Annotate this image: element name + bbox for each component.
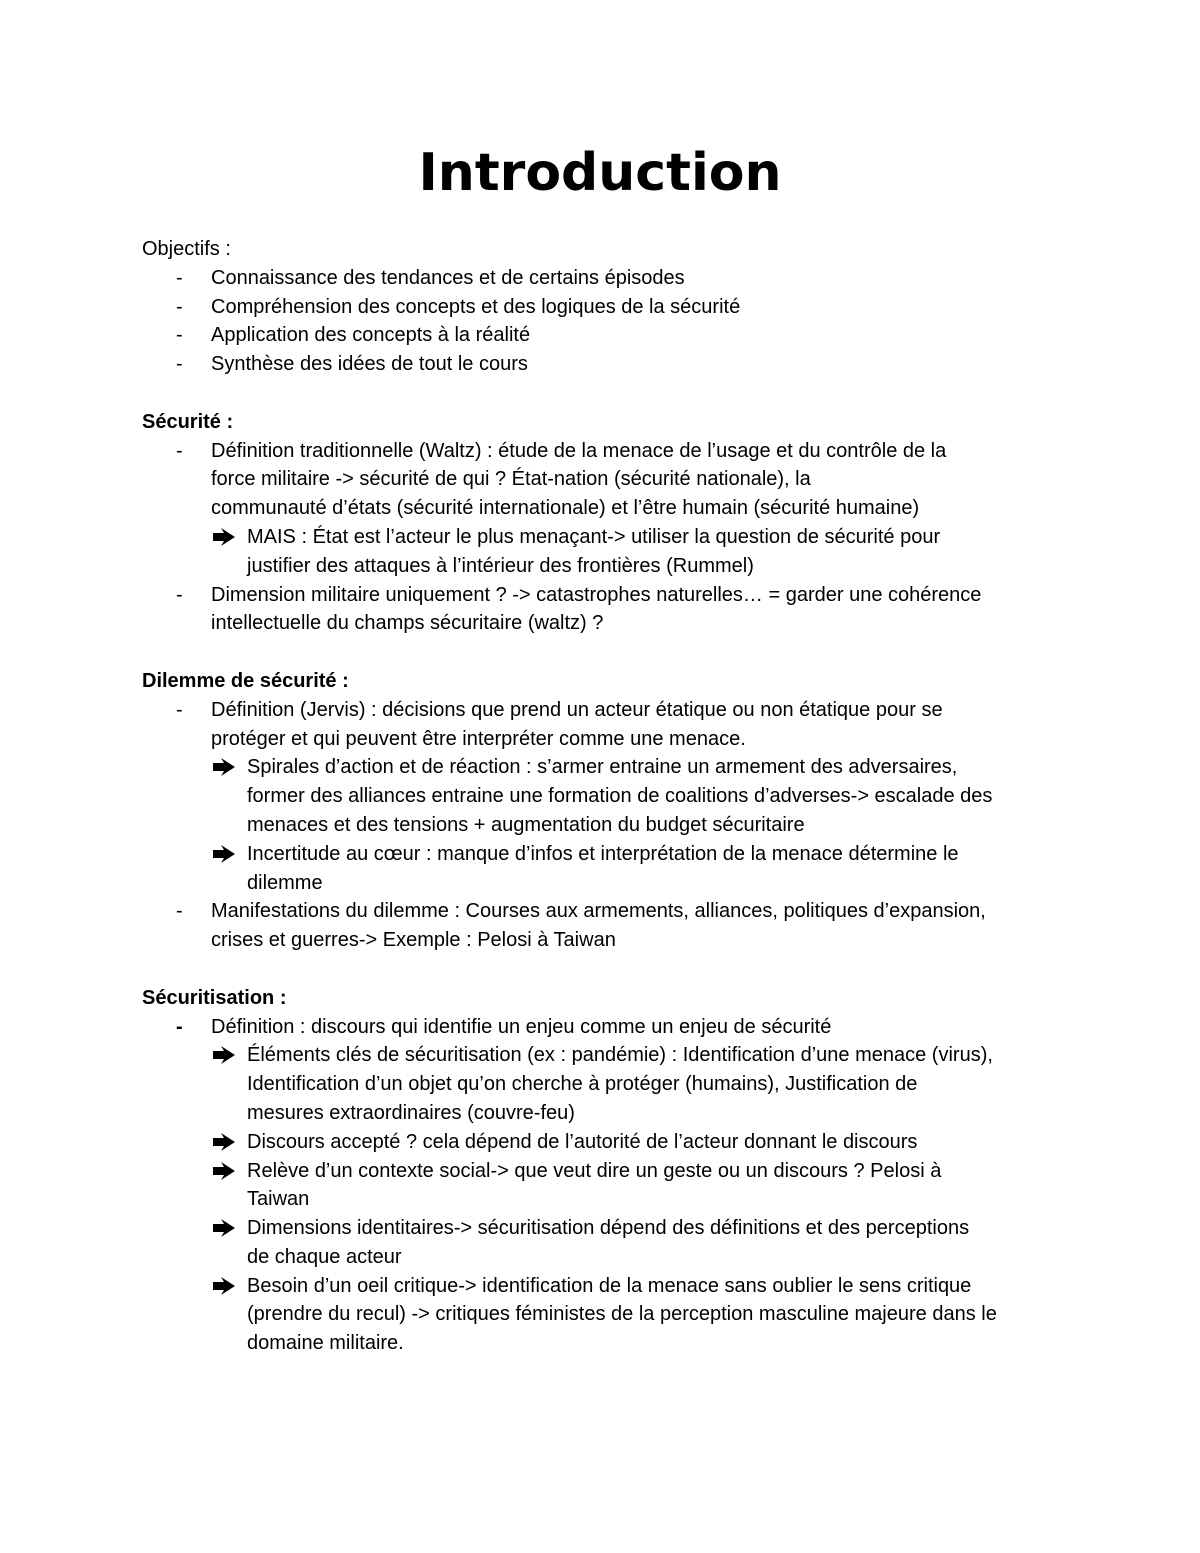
sub-list-item-text: Spirales d’action et de réaction : s’armer entraine un armement des adversaires, <box>247 756 958 779</box>
list-item <box>142 321 1102 350</box>
dash-marker: - <box>176 583 183 606</box>
dash-marker: - <box>176 266 183 289</box>
list-item-text: force militaire -> sécurité de qui ? État-nation (sécurité nationale), la <box>211 468 811 491</box>
list-item <box>142 1013 1102 1042</box>
sub-list-item <box>142 1272 1102 1358</box>
list-item-text: intellectuelle du champs sécuritaire (waltz) ? <box>211 612 604 635</box>
list-item-text: crises et guerres-> Exemple : Pelosi à Taiwan <box>211 929 616 952</box>
list-item-text: Connaissance des tendances et de certains épisodes <box>211 266 685 289</box>
sub-list-item-text: domaine militaire. <box>247 1332 404 1355</box>
section-heading: Sécurité : <box>142 410 234 433</box>
sub-list-item <box>142 753 1102 839</box>
dash-marker: - <box>176 1015 183 1038</box>
page-title: Introduction <box>418 143 782 203</box>
sub-list-item-text: (prendre du recul) -> critiques féministes de la perception masculine majeure dans le <box>247 1303 997 1326</box>
dash-marker: - <box>176 900 183 923</box>
sub-list-item-text: dilemme <box>247 871 323 894</box>
list-item-text: Dimension militaire uniquement ? -> catastrophes naturelles… = garder une cohérence <box>211 583 982 606</box>
sub-list-item <box>142 1157 1102 1215</box>
section-heading: Objectifs : <box>142 238 231 260</box>
sub-list-item-text: Besoin d’un oeil critique-> identification de la menace sans oublier le sens critique <box>247 1274 972 1297</box>
arrow-right-icon <box>212 1218 236 1238</box>
sub-list-item-text: Relève d’un contexte social-> que veut dire un geste ou un discours ? Pelosi à <box>247 1159 942 1182</box>
dash-marker: - <box>176 324 183 347</box>
sub-list-item-text: Identification d’un objet qu’on cherche à protéger (humains), Justification de <box>247 1073 918 1096</box>
list-item-text: Manifestations du dilemme : Courses aux armements, alliances, politiques d’expansion, <box>211 900 986 923</box>
list-item <box>142 897 1102 955</box>
sub-list-item-text: menaces et des tensions + augmentation du budget sécuritaire <box>247 813 805 836</box>
list-item <box>142 437 1102 523</box>
list-item <box>142 293 1102 322</box>
dash-marker: - <box>176 698 183 721</box>
dash-marker: - <box>176 295 183 318</box>
section-heading: Dilemme de sécurité : <box>142 669 349 692</box>
list-item-text: Application des concepts à la réalité <box>211 324 531 347</box>
sub-list-item-text: MAIS : État est l’acteur le plus menaçant-> utiliser la question de sécurité pour <box>247 525 941 548</box>
list-item-text: protéger et qui peuvent être interpréter comme une menace. <box>211 727 746 750</box>
sub-list-item-text: former des alliances entraine une formation de coalitions d’adverses-> escalade des <box>247 785 993 808</box>
dash-marker: - <box>176 353 183 376</box>
sub-list-item-text: Dimensions identitaires-> sécuritisation dépend des définitions et des perceptions <box>247 1217 970 1240</box>
document-body <box>142 235 1102 1358</box>
section-gap <box>142 379 1102 408</box>
list-item-text: Définition (Jervis) : décisions que prend un acteur étatique ou non étatique pour se <box>211 698 943 721</box>
sub-list-item-text: de chaque acteur <box>247 1245 402 1268</box>
arrow-right-icon <box>212 757 236 777</box>
arrow-right-icon <box>212 1045 236 1065</box>
arrow-right-icon <box>212 1161 236 1181</box>
sub-list-item-text: Incertitude au cœur : manque d’infos et interprétation de la menace détermine le <box>247 842 959 865</box>
list-item-text: Synthèse des idées de tout le cours <box>211 353 528 376</box>
list-item <box>142 696 1102 754</box>
arrow-right-icon <box>212 1276 236 1296</box>
section-heading: Sécuritisation : <box>142 986 287 1009</box>
sub-list-item <box>142 840 1102 898</box>
sub-list-item-text: justifier des attaques à l’intérieur des frontières (Rummel) <box>247 554 754 577</box>
list-item-text: communauté d’états (sécurité internationale) et l’être humain (sécurité humaine) <box>211 497 920 520</box>
section-gap <box>142 955 1102 984</box>
sub-list-item-text: mesures extraordinaires (couvre-feu) <box>247 1101 575 1124</box>
sub-list-item-text: Discours accepté ? cela dépend de l’autorité de l’acteur donnant le discours <box>247 1130 918 1153</box>
sub-list-item <box>142 523 1102 581</box>
dash-marker: - <box>176 439 183 462</box>
sub-list-item <box>142 1128 1102 1157</box>
sub-list-item <box>142 1041 1102 1127</box>
sub-list-item-text: Éléments clés de sécuritisation (ex : pandémie) : Identification d’une menace (virus), <box>247 1044 993 1067</box>
sub-list-item <box>142 1214 1102 1272</box>
arrow-right-icon <box>212 527 236 547</box>
arrow-right-icon <box>212 844 236 864</box>
arrow-right-icon <box>212 1132 236 1152</box>
list-item-text: Compréhension des concepts et des logiques de la sécurité <box>211 295 741 318</box>
list-item <box>142 350 1102 379</box>
sub-list-item-text: Taiwan <box>247 1188 310 1211</box>
list-item <box>142 581 1102 639</box>
list-item-text: Définition traditionnelle (Waltz) : étude de la menace de l’usage et du contrôle de la <box>211 439 947 462</box>
list-item <box>142 264 1102 293</box>
section-gap <box>142 638 1102 667</box>
list-item-text: Définition : discours qui identifie un enjeu comme un enjeu de sécurité <box>211 1015 832 1038</box>
